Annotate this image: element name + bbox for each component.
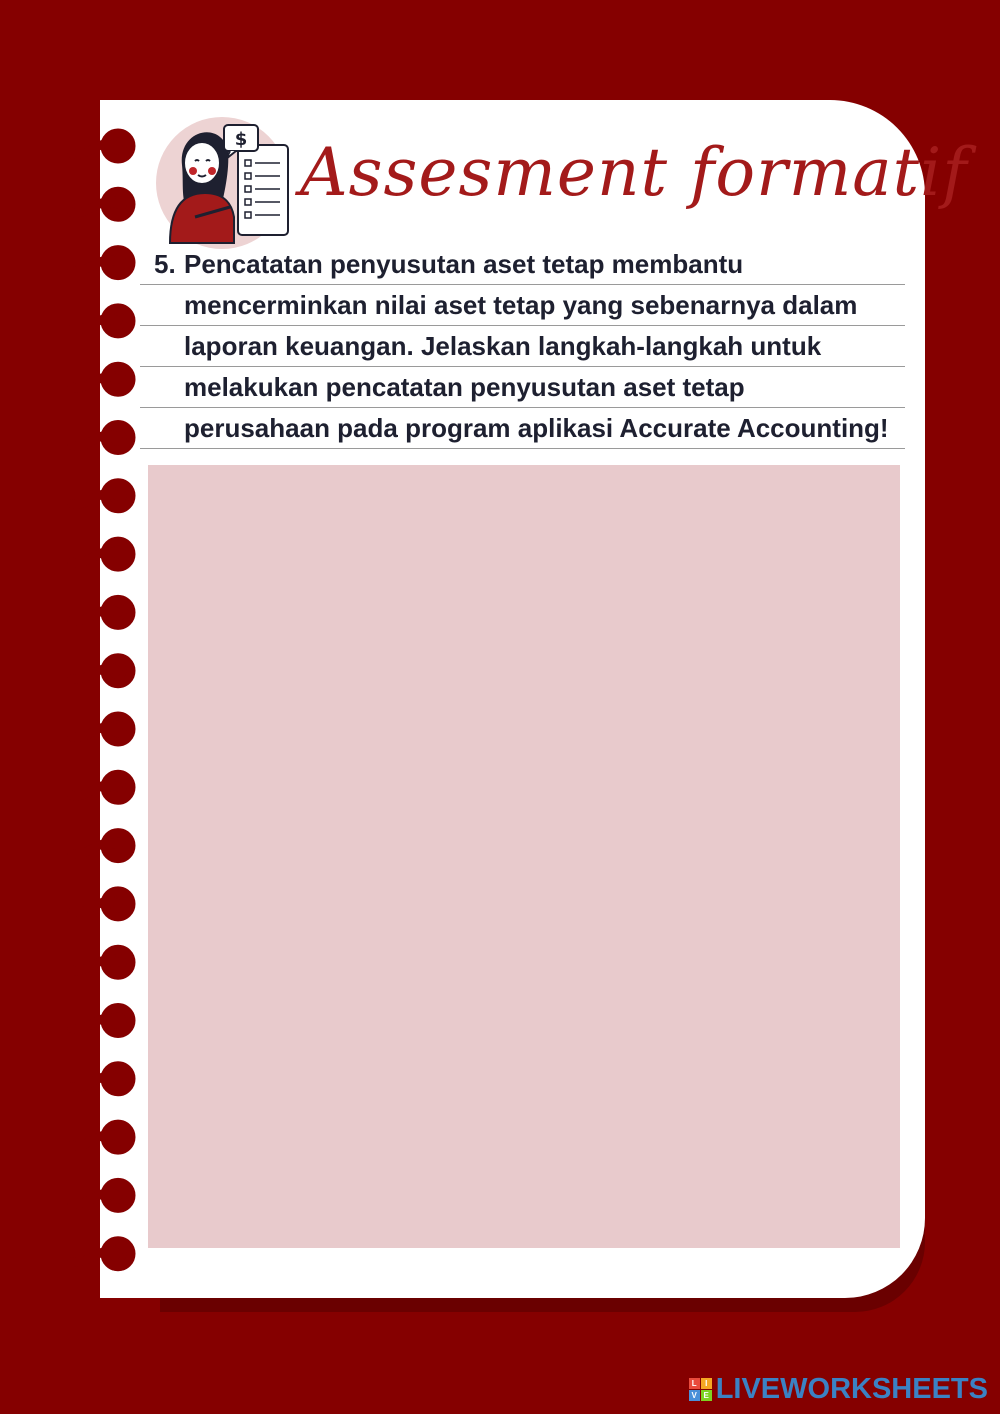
question-text-line: perusahaan pada program aplikasi Accurate Accounting! [184,413,889,443]
answer-text-area[interactable] [148,465,900,1248]
brand-name: LIVEWORKSHEETS [715,1372,988,1405]
question-line [140,408,905,449]
question-line [140,285,905,326]
liveworksheets-brand[interactable] [689,1372,988,1406]
question-number: 5. [154,249,176,279]
question-line [140,326,905,367]
question-line [140,367,905,408]
question-text-line: Pencatatan penyusutan aset tetap membantu [184,249,744,279]
liveworksheets-logo-icon: L I V E [689,1378,712,1401]
question-text-line: melakukan pencatatan penyusutan aset tetap [184,372,745,402]
question-line [140,244,905,285]
woman-with-checklist-icon [150,105,310,250]
page-title: Assesment formatif [300,134,968,211]
question-text-line: laporan keuangan. Jelaskan langkah-langkah untuk [184,331,822,361]
dollar-icon: $ [234,129,248,150]
question-text-line: mencerminkan nilai aset tetap yang sebenarnya dalam [184,290,858,320]
question-block [140,244,910,449]
